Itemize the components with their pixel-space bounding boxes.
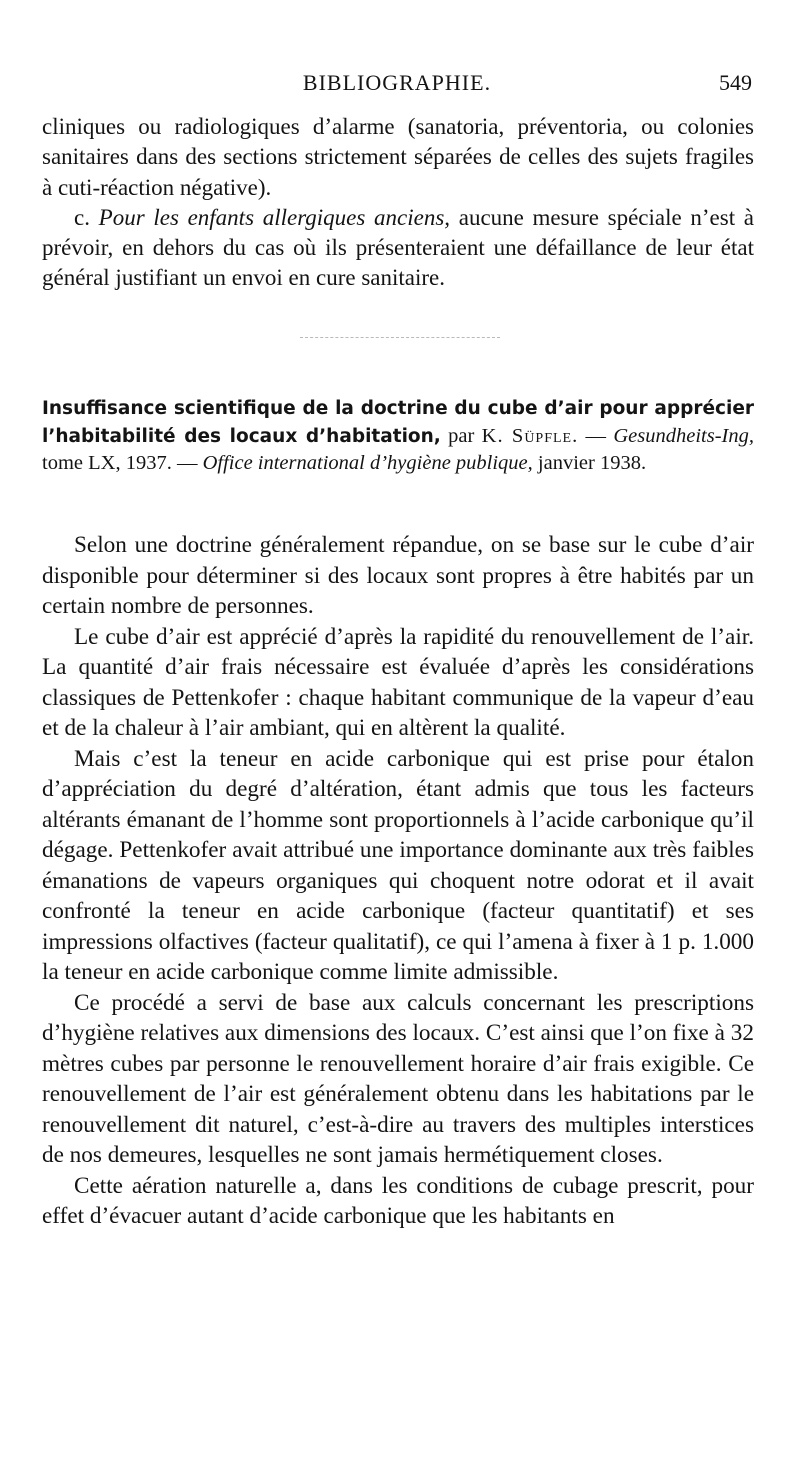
running-head-title: BIBLIOGRAPHIE. (302, 70, 492, 95)
item-c-text: aucune mesure spéciale n’est à prévoir, en dehors du cas où ils présenteraient une défaillance de leur état général justifiant un envoi en cure sanitaire. (42, 204, 755, 291)
review-date: janvier 1938. (532, 452, 647, 474)
body-paragraph-2: Le cube d’air est apprécié d’après la rapidité du renouvellement de l’air. La quantité d’air frais nécessaire est évaluée d’après les considérations classiques de Pettenkofer : chaque habitant communique de la vapeur d’eau et de la chaleur à l’air ambiant, qui en altèrent la qualité. (42, 623, 754, 741)
review-source: Office international d’hygiène publique, (202, 452, 533, 474)
review-par: par (440, 424, 475, 447)
item-c-label: c. (74, 204, 90, 230)
section-divider (300, 337, 500, 338)
continuation-section (42, 112, 754, 294)
page-number: 549 (719, 70, 752, 95)
review-reference (42, 395, 754, 478)
item-c-paragraph (42, 203, 754, 294)
review-title: Insuffisance scientifique de la doctrine du cube d’air pour apprécier l’habitabilité des locaux d’habitation, (42, 398, 754, 447)
review-author: K. Süpfle. (481, 424, 579, 447)
review-journal: Gesundheits-Ing, (613, 424, 755, 447)
review-body (42, 530, 754, 1232)
review-volume: tome LX, 1937. (42, 452, 172, 474)
review-dash-2: — (171, 452, 203, 474)
body-paragraph-5: Cette aération naturelle a, dans les conditions de cubage prescrit, pour effet d’évacuer autant d’acide carbonique que les habitants en (42, 1172, 754, 1229)
running-head (42, 70, 752, 104)
review-dash-1: — (578, 424, 614, 447)
body-paragraph-1: Selon une doctrine généralement répandue, on se base sur le cube d’air disponible pour déterminer si des locaux sont propres à être habités par un certain nombre de personnes. (42, 532, 754, 619)
continuation-text: cliniques ou radiologiques d’alarme (sanatoria, préventoria, ou colonies sanitaires dans des sections strictement séparées de celles des sujets fragiles à cuti-réaction négative). (42, 114, 754, 200)
item-c-emphasis: Pour les enfants allergiques anciens, (98, 204, 451, 230)
body-paragraph-3: Mais c’est la teneur en acide carbonique qui est prise pour étalon d’appréciation du degré d’altération, étant admis que tous les facteurs altérants émanant de l’homme sont proportionnels à l’acide carbonique qu’il dégage. Pettenkofer avait attribué une importance dominante aux très faibles émanations de vapeurs organiques qui choquent notre odorat et il avait confronté la teneur en acide carbonique (facteur quantitatif) et ses impressions olfactives (facteur qualitatif), ce qui l’amena à fixer à 1 p. 1.000 la teneur en acide carbonique comme limite admissible. (42, 745, 754, 985)
body-paragraph-4: Ce procédé a servi de base aux calculs concernant les prescriptions d’hygiène relatives aux dimensions des locaux. C’est ainsi que l’on fixe à 32 mètres cubes par personne le renouvellement horaire d’air frais exigible. Ce renouvellement de l’air est généralement obtenu dans les habitations par le renouvellement dit naturel, c’est-à-dire au travers des multiples interstices de nos demeures, lesquelles ne sont jamais hermétiquement closes. (42, 989, 754, 1168)
